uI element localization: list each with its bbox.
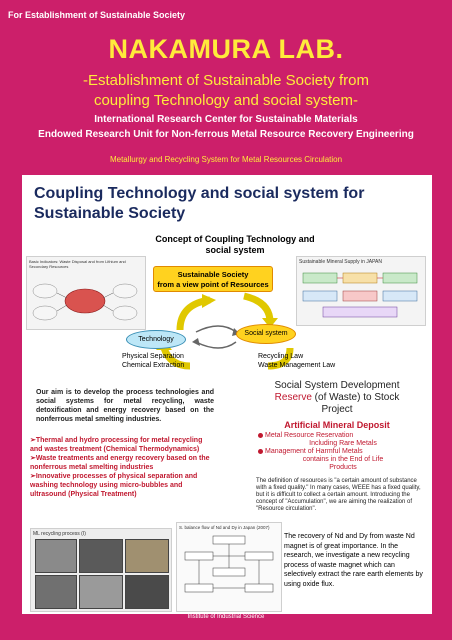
deposit-item-2 xyxy=(258,448,428,456)
recovery-text: The recovery of Nd and Dy from waste Nd magnet is of great importance. In the research, we investigate a new recycling process of waste magnet which can selectively extract the rare earth elements by using oxide flux. xyxy=(284,533,423,588)
technology-notes xyxy=(122,352,184,370)
institution-line1: International Research Center for Sustainable Materials xyxy=(94,114,358,125)
panel-title xyxy=(34,184,434,224)
social-dev-reserve xyxy=(252,392,422,404)
lab-title: NAKAMURA LAB. xyxy=(108,34,344,64)
reserve-rest: (of Waste) to Stock xyxy=(311,392,400,403)
photo-1 xyxy=(35,539,77,573)
deposit-item-1 xyxy=(258,432,428,440)
right-figure-caption: Sustainable Mineral Supply in JAPAN xyxy=(299,259,383,265)
panel-title-line2: Sustainable Society xyxy=(34,205,186,222)
panel-title-line1: Coupling Technology and social system for xyxy=(34,185,365,202)
concept-heading-line2: social system xyxy=(205,245,265,255)
research-bullets xyxy=(30,436,216,499)
left-figure-diagram xyxy=(27,271,145,331)
resource-definition: The definition of resources is "a certain amount of substance with a fixed quality." In many cases, WEEE has a fixed quality, but it is difficult to collect a certain amount. Introducing the concept of "Accumulation", we are aiming the realization of "Resource circulation". xyxy=(256,478,421,512)
top-label: For Establishment of Sustainable Society xyxy=(8,10,186,20)
reserve-word: Reserve xyxy=(274,392,312,403)
tech-note-2: Chemical Extraction xyxy=(122,362,185,369)
deposit-item-2-line1: Management of Harmful Metals xyxy=(265,448,363,455)
social-dev-heading xyxy=(252,380,422,404)
concept-heading xyxy=(150,234,320,256)
photo-caption: ML recycling process (I) xyxy=(33,531,86,537)
bullet-item-2: ➢Waste treatments and energy recovery based on the nonferrous metal smelting industries xyxy=(30,455,210,471)
institution-line2: Endowed Research Unit for Non-ferrous Metal Resource Recovery Engineering xyxy=(38,129,414,140)
bullet-item-3: ➢Innovative processes of physical separation and washing technology using micro-bubbles and ultrasound (Physical Treatment) xyxy=(30,473,198,498)
right-figure xyxy=(296,256,426,326)
deposit-item-1-line2: Including Rare Metals xyxy=(309,440,377,447)
deposit-items xyxy=(258,432,428,472)
exchange-arrow-top xyxy=(196,326,236,332)
deposit-item-2-line2: contains in the End of Life xyxy=(302,456,384,463)
left-figure xyxy=(26,256,146,330)
photo-4 xyxy=(35,575,77,609)
recycling-photo-panel xyxy=(30,528,172,612)
theme-line: Metallurgy and Recycling System for Metal Resources Circulation xyxy=(109,155,343,164)
social-note-1: Recycling Law xyxy=(258,353,304,360)
flow-caption: S. balance flow of Nd and Dy in Japan (2007) xyxy=(179,525,270,530)
deposit-item-1-line1: Metal Resource Reservation xyxy=(265,432,354,439)
flow-diagram-svg xyxy=(177,532,281,610)
exchange-head-bottom xyxy=(192,338,200,346)
social-dev-project: Project xyxy=(321,404,353,415)
subtitle-line2: coupling Technology and social system- xyxy=(93,92,359,109)
bullet-dot-icon xyxy=(258,433,263,438)
bullet-dot-icon xyxy=(258,449,263,454)
exchange-arrow-bottom xyxy=(196,342,236,348)
footer-institute: Institute of Industrial Science xyxy=(187,614,265,620)
social-note-2: Waste Management Law xyxy=(258,362,336,369)
photo-3 xyxy=(125,539,169,573)
sustainable-society-box xyxy=(153,266,273,292)
sustainable-line1: Sustainable Society xyxy=(177,270,249,279)
photo-6 xyxy=(125,575,169,609)
subtitle-line1: -Establishment of Sustainable Society from xyxy=(83,72,369,89)
social-dev-title: Social System Development xyxy=(274,380,400,391)
social-system-oval: Social system xyxy=(236,324,296,344)
technology-oval: Technology xyxy=(126,330,186,349)
photo-5 xyxy=(79,575,123,609)
deposit-item-2-line3: Products xyxy=(329,464,357,471)
aim-text: Our aim is to develop the process technologies and social systems for metal recycling, waste detoxification and energy recovery based on the nonferrous metal smelting industries. xyxy=(36,389,214,423)
social-notes xyxy=(258,352,335,370)
nd-dy-flow-diagram xyxy=(176,522,282,612)
sustainable-line2: from a view point of Resources xyxy=(157,280,269,289)
up-arrowhead-left xyxy=(202,294,216,308)
left-figure-caption: Basic Indicators: Waste Disposal and from Lithium and Secondary Resources xyxy=(29,259,126,269)
photo-2 xyxy=(79,539,123,573)
right-figure-diagram xyxy=(297,267,425,323)
tech-note-1: Physical Separation xyxy=(122,353,184,360)
bullet-item-1: ➢Thermal and hydro processing for metal recycling and wastes treatment (Chemical Thermodynamics) xyxy=(30,437,203,453)
concept-heading-line1: Concept of Coupling Technology and xyxy=(155,234,315,244)
artificial-deposit-heading: Artificial Mineral Deposit xyxy=(284,420,390,430)
